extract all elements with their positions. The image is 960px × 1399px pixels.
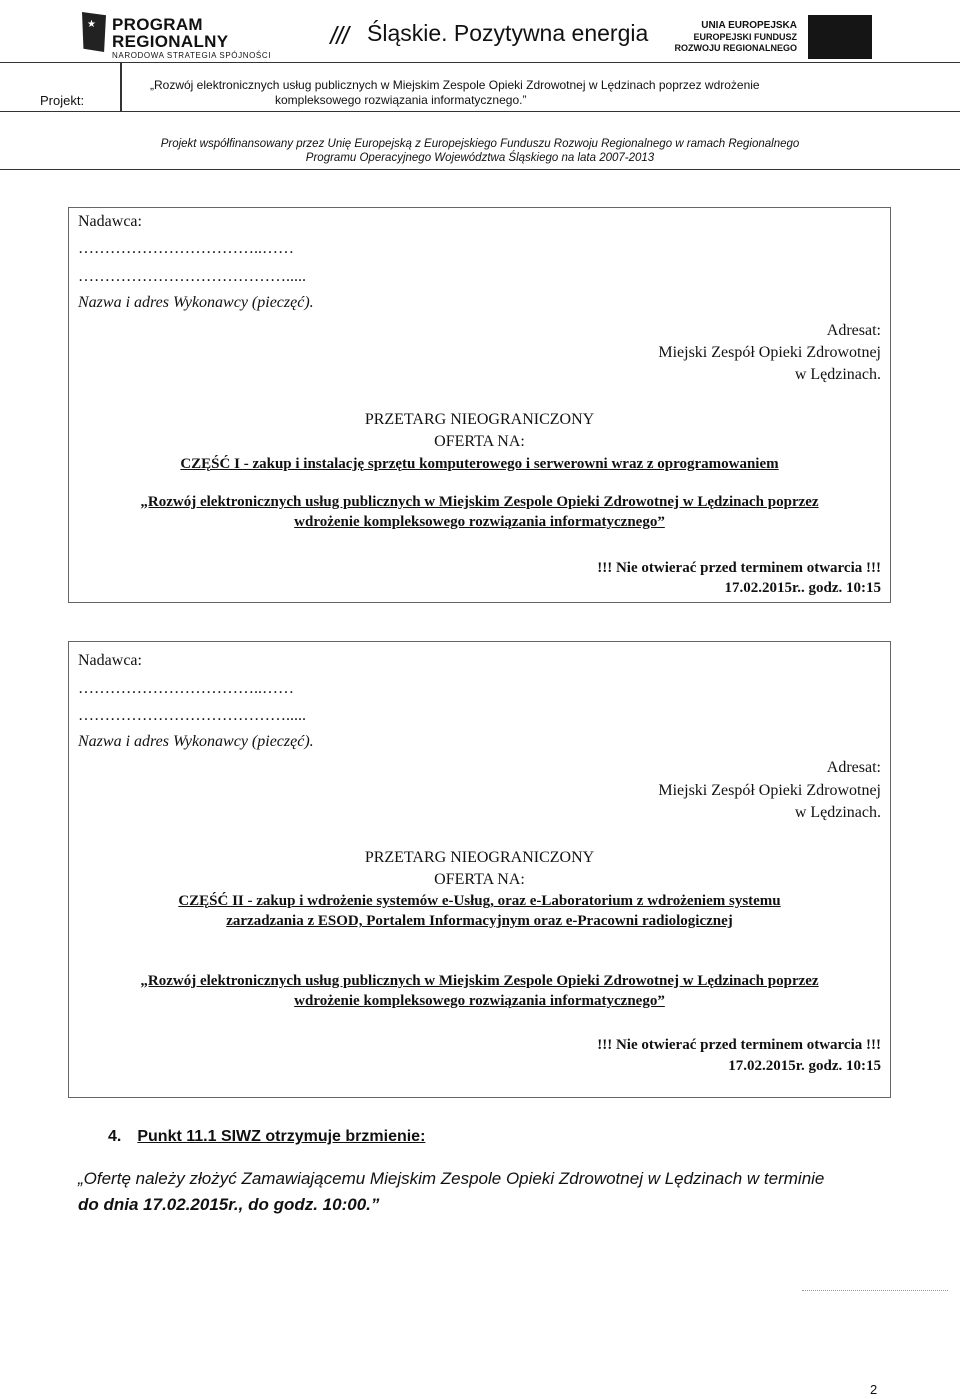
- footer-rule: [802, 1290, 948, 1291]
- cofinancing-line2: Programu Operacyjnego Województwa Śląskiego na lata 2007-2013: [305, 152, 655, 164]
- project-title-line1: „Rozwój elektronicznych usług publicznych w Miejskim Zespole Opieki Zdrowotnej w Lędzinach poprzez: [140, 494, 819, 510]
- sender-dots: ………………………………….....: [78, 707, 306, 724]
- sender-caption: Nazwa i adres Wykonawcy (pieczęć).: [78, 294, 314, 311]
- eu-flag-icon: [808, 15, 872, 59]
- project-label: Projekt:: [40, 93, 85, 108]
- offer-for: OFERTA NA:: [434, 871, 525, 888]
- tender-type: PRZETARG NIEOGRANICZONY: [364, 849, 595, 866]
- part-title: CZĘŚĆ I - zakup i instalację sprzętu komputerowego i serwerowni wraz z oprogramowaniem: [180, 456, 779, 472]
- addressee-city: w Lędzinach.: [794, 366, 881, 383]
- program-logo-line2: REGIONALNY: [112, 32, 229, 51]
- project-title-line1: „Rozwój elektronicznych usług publicznych w Miejskim Zespole Opieki Zdrowotnej w Lędzinach poprzez wdrożenie: [150, 78, 760, 92]
- slaskie-slogan: Śląskie. Pozytywna energia: [367, 20, 649, 46]
- opening-date: 17.02.2015r. godz. 10:15: [728, 1058, 881, 1074]
- sender-label: Nadawca:: [78, 213, 142, 230]
- addressee-label: Adresat:: [826, 759, 881, 776]
- addressee-city: w Lędzinach.: [794, 804, 881, 821]
- point-body-line1: „Ofertę należy złożyć Zamawiającemu Miejskim Zespole Opieki Zdrowotnej w Lędzinach w terminie: [78, 1169, 825, 1188]
- offer-for: OFERTA NA:: [434, 433, 525, 450]
- project-title-line2: wdrożenie kompleksowego rozwiązania informatycznego”: [294, 993, 665, 1009]
- page-number: 2: [870, 1382, 878, 1397]
- slaskie-logo-icon: [325, 24, 355, 46]
- sender-label: Nadawca:: [78, 652, 142, 669]
- addressee-label: Adresat:: [826, 322, 881, 339]
- project-divider: [120, 62, 122, 112]
- sender-dots: ……………………………..……: [78, 680, 294, 697]
- project-title-line2: kompleksowego rozwiązania informatycznego.”: [275, 93, 527, 107]
- eu-logo-line1: UNIA EUROPEJSKA: [701, 20, 797, 31]
- addressee-name: Miejski Zespół Opieki Zdrowotnej: [658, 782, 881, 799]
- tender-type: PRZETARG NIEOGRANICZONY: [364, 411, 595, 428]
- cofinancing-line1: Projekt współfinansowany przez Unię Europejską z Europejskiego Funduszu Rozwoju Regionalnego w ramach Regionalnego: [160, 138, 800, 150]
- sender-caption: Nazwa i adres Wykonawcy (pieczęć).: [78, 733, 314, 750]
- point-heading-text: Punkt 11.1 SIWZ otrzymuje brzmienie:: [137, 1128, 426, 1145]
- eu-logo-line3: ROZWOJU REGIONALNEGO: [674, 43, 797, 53]
- point-number: 4.: [108, 1128, 122, 1145]
- part-title-line2: zarzadzania z ESOD, Portalem Informacyjnym oraz e-Pracowni radiologicznej: [226, 913, 733, 929]
- do-not-open-warning: !!! Nie otwierać przed terminem otwarcia !!!: [597, 560, 881, 576]
- program-regionalny-logo: [82, 12, 106, 52]
- addressee-name: Miejski Zespół Opieki Zdrowotnej: [658, 344, 881, 361]
- eu-logo-line2: EUROPEJSKI FUNDUSZ: [693, 32, 797, 42]
- part-title-line1: CZĘŚĆ II - zakup i wdrożenie systemów e-Usług, oraz e-Laboratorium z wdrożeniem systemu: [178, 893, 781, 909]
- point-heading: [108, 1128, 425, 1146]
- program-logo-line3: NARODOWA STRATEGIA SPÓJNOŚCI: [112, 51, 272, 60]
- opening-date: 17.02.2015r.. godz. 10:15: [724, 580, 881, 596]
- project-title-line1: „Rozwój elektronicznych usług publicznych w Miejskim Zespole Opieki Zdrowotnej w Lędzinach poprzez: [140, 973, 819, 989]
- point-body-line2: do dnia 17.02.2015r., do godz. 10:00.”: [78, 1195, 380, 1214]
- sender-dots: ……………………………..……: [78, 240, 294, 257]
- star-icon: ★: [87, 19, 96, 30]
- project-title-line2: wdrożenie kompleksowego rozwiązania informatycznego”: [294, 514, 665, 530]
- sender-dots: ………………………………….....: [78, 268, 306, 285]
- do-not-open-warning: !!! Nie otwierać przed terminem otwarcia !!!: [597, 1037, 881, 1053]
- program-logo-line1: PROGRAM: [112, 15, 203, 34]
- envelope-label-part1: [68, 207, 891, 603]
